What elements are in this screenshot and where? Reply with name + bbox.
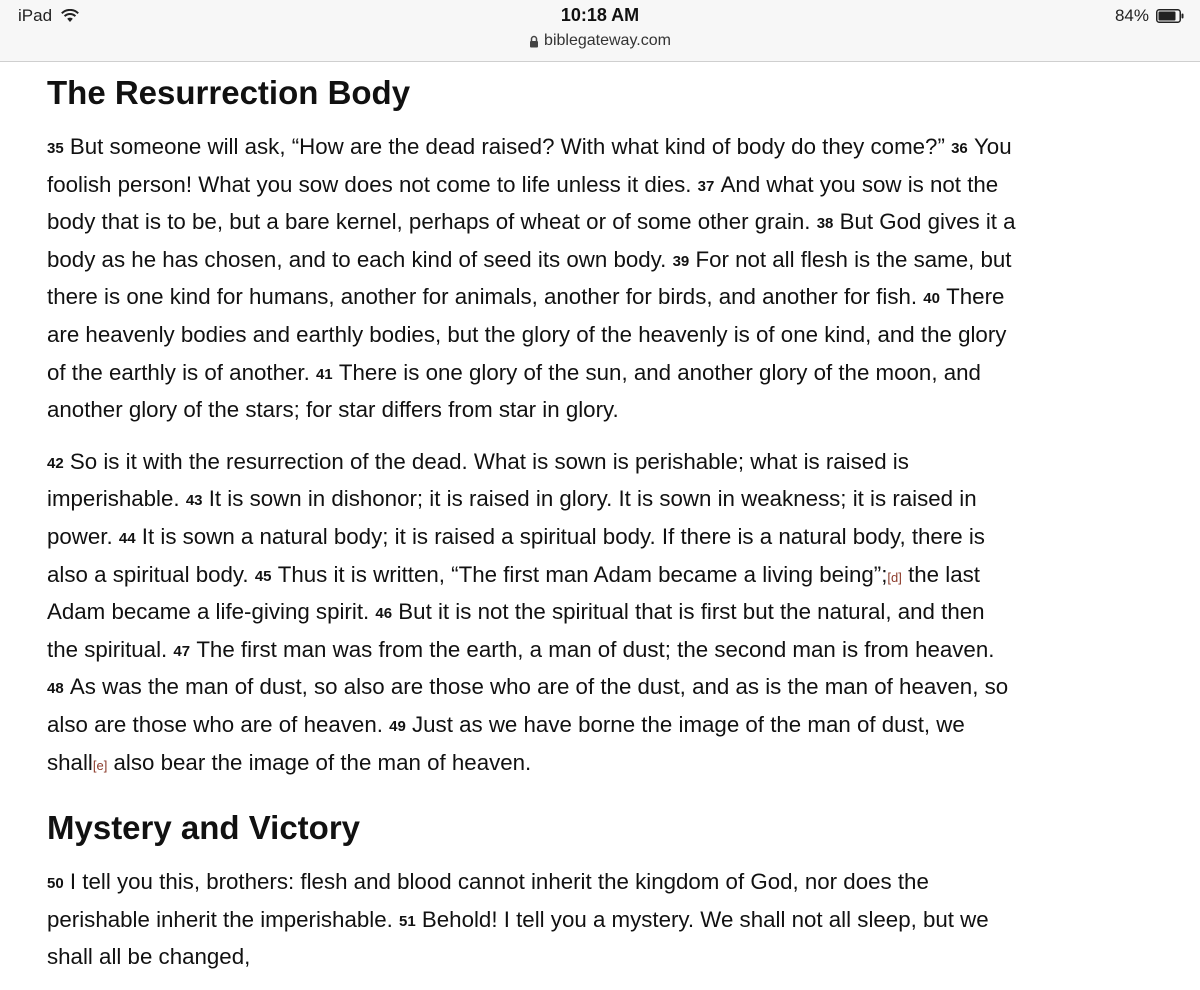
verse-number: 38 — [816, 215, 834, 233]
text-line — [47, 203, 1157, 241]
verse-text: There — [946, 284, 1005, 310]
verse-text: It is sown in dishonor; it is raised in glory. It is sown in weakness; it is raised in — [208, 486, 977, 512]
device-name: iPad — [18, 6, 53, 25]
text-line — [47, 316, 1157, 354]
text-line — [47, 556, 1157, 594]
text-line — [47, 443, 1157, 481]
text-line — [47, 391, 1157, 429]
section-heading: Mystery and Victory — [47, 809, 361, 847]
verse-text: also bear the image of the man of heaven. — [107, 749, 532, 775]
verse-text: imperishable. — [47, 486, 186, 512]
text-line — [47, 128, 1157, 166]
verse-number: 46 — [375, 605, 393, 623]
text-line — [47, 706, 1157, 744]
text-line — [47, 518, 1157, 556]
verse-text: But God gives it a — [839, 209, 1016, 235]
text-line — [47, 668, 1157, 706]
verse-number: 44 — [118, 529, 136, 547]
verse-text: And what you sow is not the — [720, 171, 999, 197]
text-line — [47, 241, 1157, 279]
verse-paragraph — [47, 443, 1157, 781]
verse-text: power. — [47, 523, 119, 549]
text-line — [47, 631, 1157, 669]
verse-number: 43 — [185, 492, 203, 510]
verse-text: perishable inherit the imperishable. — [47, 906, 399, 932]
verse-text: For not all flesh is the same, but — [695, 246, 1012, 272]
battery-icon — [1156, 9, 1184, 23]
verse-number: 40 — [923, 290, 940, 308]
url-text: biblegateway.com — [544, 32, 671, 49]
footnote-link[interactable]: [d] — [887, 569, 902, 585]
text-line — [47, 744, 1157, 782]
verse-number: 51 — [399, 912, 416, 930]
text-line — [47, 354, 1157, 392]
verse-number: 49 — [389, 717, 406, 735]
verse-text: It is sown a natural body; it is raised a spiritual body. If there is a natural body, there is — [141, 523, 985, 549]
verse-number: 36 — [951, 140, 968, 157]
verse-text: foolish person! What you sow does not come to life unless it dies. — [47, 171, 698, 197]
verse-paragraph — [47, 128, 1157, 429]
verse-text: of the earthly is of another. — [47, 359, 316, 385]
text-line — [47, 480, 1157, 518]
status-bar — [0, 0, 1200, 62]
text-line — [47, 166, 1157, 204]
verse-text: As was the man of dust, so also are those who are of the dust, and as is the man of heaven, so — [69, 674, 1009, 700]
text-line — [47, 278, 1157, 316]
verse-text: are heavenly bodies and earthly bodies, but the glory of the heavenly is of one kind, and the glory — [47, 321, 1007, 347]
verse-number: 48 — [47, 680, 64, 698]
verse-text: I tell you this, brothers: flesh and blood cannot inherit the kingdom of God, nor does the — [69, 869, 929, 895]
verse-text: But it is not the spiritual that is first but the natural, and then — [398, 599, 985, 625]
verse-text: But someone will ask, “How are the dead raised? With what kind of body do they come?” — [69, 134, 952, 159]
verse-paragraph — [47, 863, 1157, 976]
verse-number: 39 — [672, 252, 690, 270]
verse-text: There is one glory of the sun, and another glory of the moon, and — [338, 359, 981, 385]
verse-text: the spiritual. — [47, 636, 174, 662]
clock: 10:18 AM — [560, 5, 640, 25]
text-line — [47, 593, 1157, 631]
text-line — [47, 863, 1157, 901]
verse-text: Just as we have borne the image of the man of dust, we — [412, 711, 965, 737]
verse-text: Adam became a life-giving spirit. — [47, 599, 376, 625]
status-right — [1115, 6, 1184, 26]
verse-number: 41 — [315, 365, 333, 383]
verse-text: body that is to be, but a bare kernel, perhaps of wheat or of some other grain. — [47, 209, 817, 235]
battery-percentage: 84% — [1114, 6, 1149, 25]
verse-text: Thus it is written, “The first man Adam became a living being”; — [277, 561, 888, 587]
verse-text: shall all be changed, — [47, 944, 251, 970]
verse-text: body as he has chosen, and to each kind of seed its own body. — [47, 246, 673, 272]
verse-number: 47 — [173, 642, 191, 660]
verse-number: 50 — [47, 875, 64, 893]
passage-content — [47, 70, 1157, 990]
section-heading: The Resurrection Body — [47, 74, 411, 111]
verse-text: You — [973, 134, 1012, 159]
verse-text: shall — [47, 749, 93, 775]
verse-number: 45 — [254, 567, 272, 585]
verse-number: 35 — [47, 140, 64, 157]
verse-text: the last — [901, 561, 980, 587]
address-bar[interactable] — [0, 32, 1200, 50]
verse-text: another glory of the stars; for star differs from star in glory. — [47, 397, 619, 423]
verse-text: also a spiritual body. — [47, 561, 255, 587]
verse-number: 42 — [47, 454, 64, 472]
verse-text: Behold! I tell you a mystery. We shall not all sleep, but we — [421, 906, 989, 932]
verse-text: there is one kind for humans, another for animals, another for birds, and another for fish. — [47, 284, 924, 310]
lock-icon — [529, 35, 539, 48]
verse-text: So is it with the resurrection of the dead. What is sown is perishable; what is raised is — [69, 448, 909, 474]
verse-text: The first man was from the earth, a man of dust; the second man is from heaven. — [196, 636, 995, 662]
text-line — [47, 938, 1157, 976]
verse-number: 37 — [697, 177, 715, 195]
footnote-link[interactable]: [e] — [92, 757, 108, 773]
text-line — [47, 901, 1157, 939]
verse-text: also are those who are of heaven. — [47, 711, 390, 737]
